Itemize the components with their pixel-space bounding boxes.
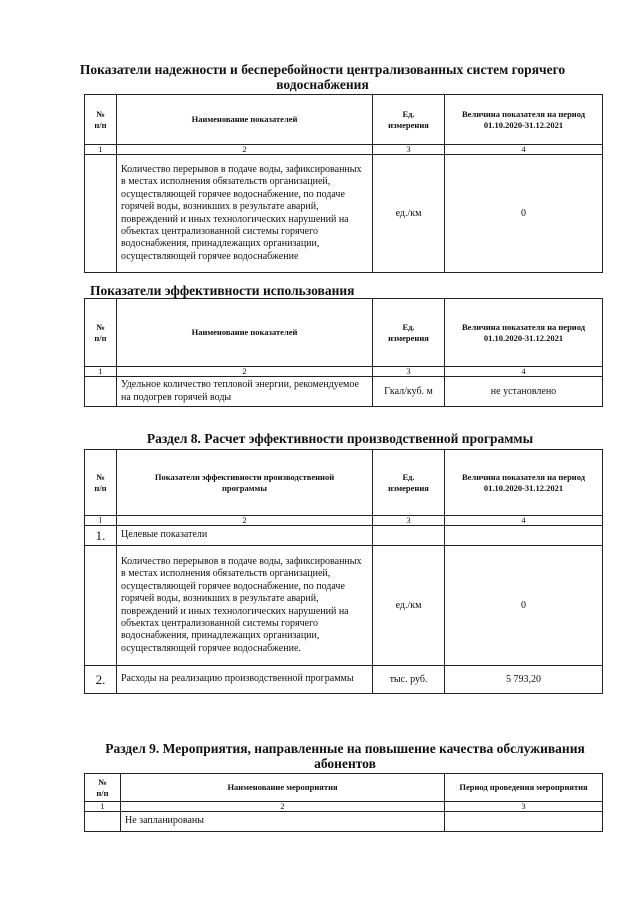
efficiency-title: Показатели эффективности использования bbox=[90, 283, 355, 298]
header-num: № п/п bbox=[85, 95, 117, 145]
column-numbers-row: 1 2 3 4 bbox=[85, 145, 603, 155]
row-name: Целевые показатели bbox=[117, 526, 373, 546]
row-unit: Гкал/куб. м bbox=[373, 377, 445, 407]
section9-title bbox=[90, 741, 600, 771]
row-unit: ед./км bbox=[373, 155, 445, 273]
row-name: Количество перерывов в подаче воды, зафиксированных в местах исполнения обязательств организацией, осуществляющей горячее водоснабжение, по подаче горячей воды, возникших в результате аварий, повреждений и иных технологических нарушений на объектах централизованной системы горячего водоснабжения, принадлежащих организации, осуществляющей горячее водоснабжение. bbox=[117, 546, 373, 666]
header-period: Период проведения мероприятия bbox=[445, 774, 603, 802]
header-num: № п/п bbox=[85, 299, 117, 367]
row-unit: ед./км bbox=[373, 546, 445, 666]
header-value: Величина показателя на период 01.10.2020-31.12.2021 bbox=[445, 450, 603, 516]
section8-title: Раздел 8. Расчет эффективности производственной программы bbox=[146, 431, 534, 446]
table-row bbox=[85, 377, 603, 407]
section8-table bbox=[84, 449, 603, 694]
row-num bbox=[85, 155, 117, 273]
reliability-table bbox=[84, 94, 603, 273]
table-row bbox=[85, 526, 603, 546]
column-numbers-row: 1 2 3 bbox=[85, 802, 603, 812]
table-row bbox=[85, 666, 603, 694]
efficiency-table bbox=[84, 298, 603, 407]
table-row bbox=[85, 155, 603, 273]
row-unit bbox=[373, 526, 445, 546]
row-value bbox=[445, 526, 603, 546]
header-unit: Ед. измерения bbox=[373, 450, 445, 516]
row-value: 5 793,20 bbox=[445, 666, 603, 694]
row-num bbox=[85, 377, 117, 407]
row-period bbox=[445, 812, 603, 832]
row-value: 0 bbox=[445, 155, 603, 273]
row-unit: тыс. руб. bbox=[373, 666, 445, 694]
header-num: № п/п bbox=[85, 774, 121, 802]
reliability-title bbox=[60, 62, 585, 92]
section9-table bbox=[84, 773, 603, 832]
header-value: Величина показателя на период 01.10.2020-31.12.2021 bbox=[445, 299, 603, 367]
row-value: 0 bbox=[445, 546, 603, 666]
header-num: № п/п bbox=[85, 450, 117, 516]
header-unit: Ед. измерения bbox=[373, 95, 445, 145]
column-numbers-row: 1 2 3 4 bbox=[85, 367, 603, 377]
header-value: Величина показателя на период 01.10.2020-31.12.2021 bbox=[445, 95, 603, 145]
header-name: Показатели эффективности производственной программы bbox=[117, 450, 373, 516]
reliability-title-line1: Показатели надежности и бесперебойности централизованных систем горячего bbox=[79, 62, 566, 77]
row-name: Количество перерывов в подаче воды, зафиксированных в местах исполнения обязательств организацией, осуществляющей горячее водоснабжение, по подаче горячей воды, возникших в результате аварий, повреждений и иных технологических нарушений на объектах централизованной системы горячего водоснабжения, принадлежащих организации, осуществляющей горячее водоснабжение bbox=[117, 155, 373, 273]
header-name: Наименование показателей bbox=[117, 299, 373, 367]
row-num: 2. bbox=[85, 666, 117, 694]
reliability-title-line2: водоснабжения bbox=[276, 77, 369, 92]
row-num: 1. bbox=[85, 526, 117, 546]
row-name: Не запланированы bbox=[121, 812, 445, 832]
table-row bbox=[85, 812, 603, 832]
row-num bbox=[85, 812, 121, 832]
section9-title-line1: Раздел 9. Мероприятия, направленные на повышение качества обслуживания bbox=[105, 741, 585, 756]
header-name: Наименование показателей bbox=[117, 95, 373, 145]
row-num bbox=[85, 546, 117, 666]
header-name: Наименование мероприятия bbox=[121, 774, 445, 802]
row-name: Удельное количество тепловой энергии, рекомендуемое на подогрев горячей воды bbox=[117, 377, 373, 407]
table-row bbox=[85, 546, 603, 666]
section9-title-line2: абонентов bbox=[314, 756, 376, 771]
row-name: Расходы на реализацию производственной программы bbox=[117, 666, 373, 694]
row-value: не установлено bbox=[445, 377, 603, 407]
header-unit: Ед. измерения bbox=[373, 299, 445, 367]
column-numbers-row: l 2 3 4 bbox=[85, 516, 603, 526]
